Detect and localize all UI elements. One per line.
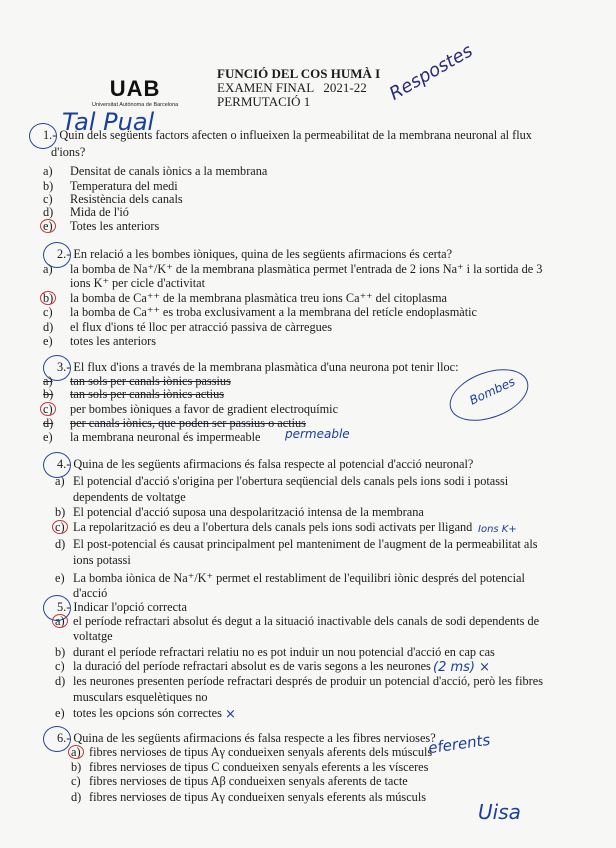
logo-mark: UAB [109, 76, 161, 101]
option-letter: d) [43, 416, 54, 430]
option-text: La bomba iònica de Na⁺/K⁺ permet el restabliment de l'equilibri iònic després del potencial [73, 571, 525, 585]
option-text: Totes les anteriors [70, 219, 160, 233]
option-letter: a) [43, 262, 53, 276]
option-letter: c) [43, 305, 53, 319]
option-text: El potencial d'acció s'origina per l'obertura seqüencial dels canals pels ions sodi i potassi [73, 474, 509, 488]
option-text: durant el període refractari relatiu no es pot induir un nou potencial d'acció en cap cas [73, 645, 495, 659]
question-number-circle [29, 123, 57, 149]
handwritten-ions-k: Ions K+ [478, 524, 517, 535]
option-letter: b) [43, 387, 54, 401]
option-letter: e) [43, 334, 53, 348]
uab-logo [92, 76, 178, 108]
handwritten-2ms: (2 ms) × [433, 660, 491, 675]
option-letter: a) [43, 164, 53, 178]
option-letter: b) [43, 179, 54, 193]
option-letter: c) [71, 774, 81, 788]
answer-circle [68, 745, 84, 759]
question-number-circle [43, 726, 71, 752]
option-text: ions potassi [73, 553, 131, 567]
option-text: tan sols per canals iònics passius [70, 374, 231, 388]
exam-title: EXAMEN FINAL 2021-22 [217, 80, 367, 95]
answer-circle [52, 614, 68, 628]
option-text: la membrana neuronal és impermeable [70, 430, 261, 444]
handwritten-eferents: eferents [427, 730, 492, 758]
question-text: 1.- Quin dels següents factors afecten o influeixen la permeabilitat de la membrana neuronal al flux [43, 128, 532, 142]
answer-circle [52, 520, 68, 534]
option-text: El post-potencial és causat principalment pel manteniment de l'augment de la permeabilitat als [73, 537, 538, 551]
option-text: ions K⁺ per cicle d'activitat [70, 276, 206, 290]
option-text: totes les opcions són correctes [73, 706, 222, 720]
answer-circle [40, 291, 56, 305]
option-letter: a) [71, 745, 81, 759]
question-text: d'ions? [51, 145, 86, 159]
option-letter: e) [55, 571, 65, 585]
option-text: la bomba de Na⁺/K⁺ de la membrana plasmàtica permet l'entrada de 2 ions Na⁺ i la sortida de 3 [70, 262, 543, 276]
option-text: fibres nervioses de tipus Aγ condueixen senyals aferents dels músculs [89, 745, 433, 759]
answer-circle [40, 219, 56, 233]
option-text: dependents de voltatge [73, 490, 186, 504]
question-text: 3.- El flux d'ions a través de la membrana plasmàtica d'una neurona pot tenir lloc: [57, 360, 459, 374]
question-text: 2.- En relació a les bombes iòniques, quina de les següents afirmacions és certa? [57, 247, 453, 261]
option-text: d'acció [73, 586, 108, 600]
option-letter: e) [55, 706, 65, 720]
option-letter: d) [55, 537, 66, 551]
course-title: FUNCIÓ DEL COS HUMÀ I [217, 66, 381, 81]
handwritten-permeable: permeable [285, 427, 350, 441]
option-letter: d) [43, 205, 54, 219]
option-text: Temperatura del medi [70, 179, 178, 193]
option-text: musculars esquelètiques no [73, 690, 208, 704]
option-letter: c) [43, 192, 53, 206]
handwritten-bombes: Bombes [467, 374, 518, 408]
option-letter: e) [43, 430, 53, 444]
question-text: 5.- Indicar l'opció correcta [57, 600, 187, 614]
option-letter: c) [43, 402, 53, 416]
option-letter: b) [71, 760, 82, 774]
option-text: les neurones presenten període refractari després de produir un potencial d'acció, però les fibres [73, 674, 543, 688]
option-text: El potencial d'acció suposa una despolarització intensa de la membrana [73, 505, 424, 519]
option-letter: a) [43, 374, 53, 388]
handwritten-cross: × [225, 707, 236, 722]
handwritten-name: Tal Pual [62, 108, 155, 136]
logo-subtitle: Universitat Autònoma de Barcelona [92, 102, 179, 108]
option-text: fibres nervioses de tipus C condueixen senyals eferents a les vísceres [89, 760, 429, 774]
option-text: fibres nervioses de tipus Aβ condueixen senyals aferents de tacte [89, 774, 408, 788]
option-text: Densitat de canals iònics a la membrana [70, 164, 268, 178]
option-letter: d) [43, 320, 54, 334]
option-letter: d) [55, 674, 66, 688]
option-letter: a) [55, 614, 65, 628]
option-letter: e) [43, 219, 53, 233]
option-letter: c) [55, 520, 65, 534]
option-text: la bomba de Ca⁺⁺ es troba exclusivament a la membrana del retícle endoplasmàtic [70, 305, 478, 319]
option-letter: b) [43, 291, 54, 305]
handwritten-uisa: Uisa [478, 800, 521, 824]
option-text: fibres nervioses de tipus Aγ condueixen senyals eferents als músculs [89, 790, 427, 804]
option-text: Mida de l'ió [70, 205, 129, 219]
option-letter: b) [55, 505, 66, 519]
option-text: per canals iònics, que poden ser passius o actius [70, 416, 306, 430]
option-text: tan sols per canals iònics actius [70, 387, 225, 401]
option-letter: d) [71, 790, 82, 804]
answer-circle [40, 402, 56, 416]
option-letter: c) [55, 659, 65, 673]
handwritten-top-right: Respostes [385, 40, 477, 105]
option-text: el flux d'ions té lloc per atracció passiva de càrregues [70, 320, 333, 334]
option-text: la bomba de Ca⁺⁺ de la membrana plasmàtica treu ions Ca⁺⁺ del citoplasma [70, 291, 447, 305]
option-text: voltatge [73, 629, 113, 643]
option-letter: a) [55, 474, 65, 488]
option-text: La repolarització es deu a l'obertura dels canals pels ions sodi activats per lligand [73, 520, 473, 534]
question-text: 6.- Quina de les següents afirmacions és falsa respecte a les fibres nervioses? [57, 731, 436, 745]
question-text: 4.- Quina de les següents afirmacions és falsa respecte al potencial d'acció neuronal? [57, 457, 474, 471]
option-letter: b) [55, 645, 66, 659]
option-text: per bombes iòniques a favor de gradient electroquímic [70, 402, 339, 416]
option-text: el període refractari absolut és degut a la situació inactivable dels canals de sodi dependents de [73, 614, 540, 628]
option-text: Resistència dels canals [70, 192, 183, 206]
option-text: totes les anteriors [70, 334, 157, 348]
permutation-label: PERMUTACIÓ 1 [217, 94, 311, 109]
option-text: la duració del període refractari absolut es de varis segons a les neurones [73, 659, 431, 673]
